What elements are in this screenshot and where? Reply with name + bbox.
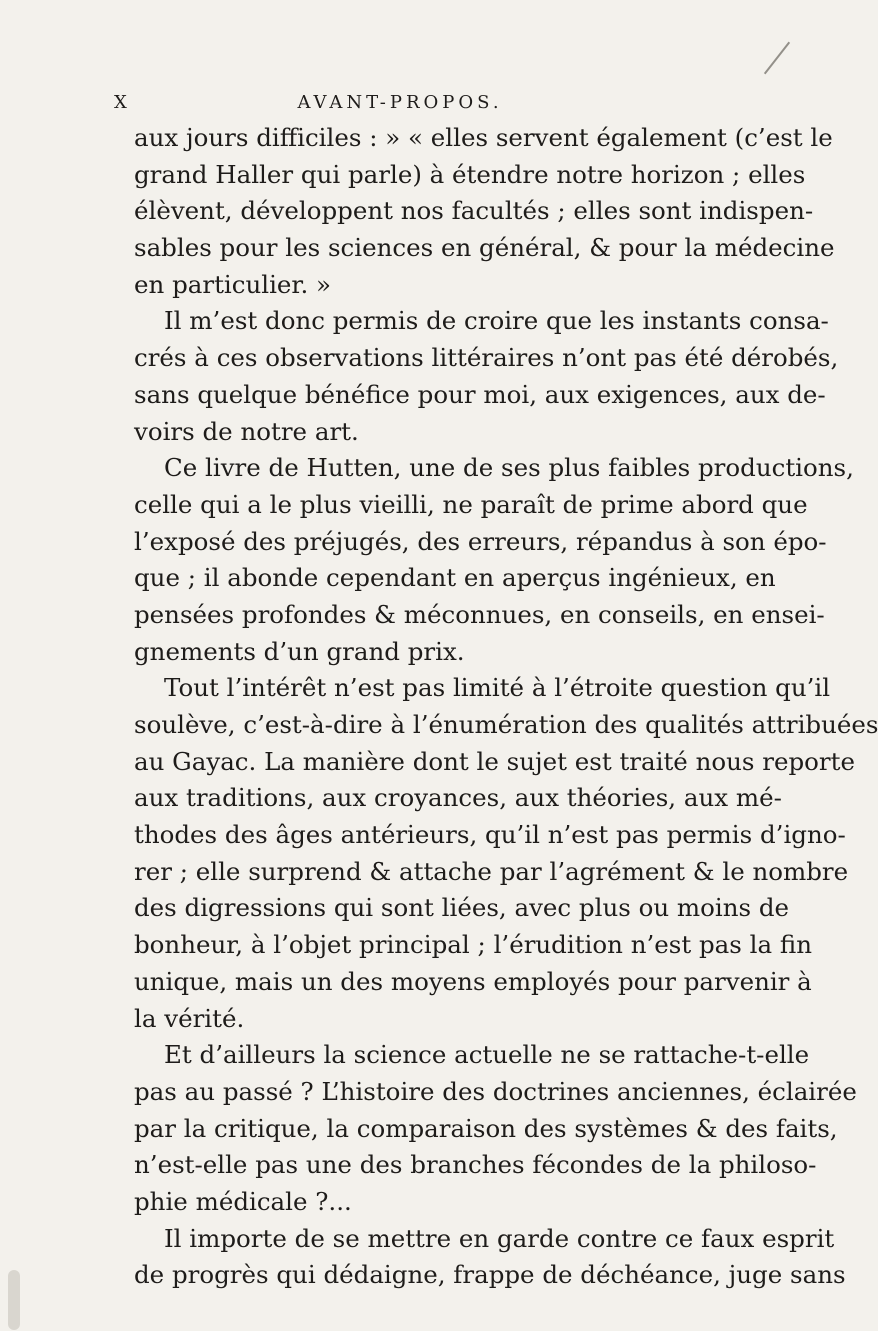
- text-line: thodes des âges antérieurs, qu’il n’est pas permis d’igno-: [134, 820, 846, 850]
- text-line: Tout l’intérêt n’est pas limité à l’étroite question qu’il: [164, 673, 831, 703]
- text-line: sans quelque bénéfice pour moi, aux exigences, aux de-: [134, 379, 826, 409]
- text-line: des digressions qui sont liées, avec plus ou moins de: [134, 893, 790, 923]
- page-edge-mark: [764, 42, 790, 75]
- text-line: rer ; elle surprend & attache par l’agrément & le nombre: [134, 856, 849, 886]
- margin-smudge: [8, 1270, 20, 1330]
- text-line: au Gayac. La manière dont le sujet est traité nous reporte: [134, 746, 855, 776]
- text-line: grand Haller qui parle) à étendre notre horizon ; elles: [134, 159, 806, 189]
- text-line: élèvent, développent nos facultés ; elles sont indispen-: [134, 196, 814, 226]
- text-line: celle qui a le plus vieilli, ne paraît de prime abord que: [134, 489, 808, 519]
- text-line: de progrès qui dédaigne, frappe de déchéance, juge sans: [134, 1260, 846, 1290]
- text-line: pensées profondes & méconnues, en conseils, en ensei-: [134, 599, 825, 629]
- text-line: Il m’est donc permis de croire que les instants consa-: [164, 306, 829, 336]
- running-title: AVANT-PROPOS.: [297, 92, 503, 113]
- text-line: la vérité.: [134, 1003, 245, 1033]
- text-line: n’est-elle pas une des branches fécondes de la philoso-: [134, 1150, 817, 1180]
- text-line: Il importe de se mettre en garde contre ce faux esprit: [164, 1223, 835, 1253]
- page-header: [0, 92, 800, 116]
- text-line: gnements d’un grand prix.: [134, 636, 465, 666]
- text-line: phie médicale ?...: [134, 1186, 352, 1216]
- text-line: Et d’ailleurs la science actuelle ne se rattache-t-elle: [164, 1040, 810, 1070]
- text-line: aux jours difficiles : » « elles servent également (c’est le: [134, 123, 833, 152]
- text-line: pas au passé ? L’histoire des doctrines anciennes, éclairée: [134, 1076, 857, 1106]
- text-line: aux traditions, aux croyances, aux théories, aux mé-: [134, 783, 782, 813]
- text-line: en particulier. »: [134, 269, 332, 299]
- text-line: unique, mais un des moyens employés pour parvenir à: [134, 966, 812, 996]
- body-text: [134, 120, 878, 1294]
- text-line: crés à ces observations littéraires n’ont pas été dérobés,: [134, 343, 839, 373]
- text-line: sables pour les sciences en général, & pour la médecine: [134, 233, 835, 263]
- text-line: l’exposé des préjugés, des erreurs, répandus à son épo-: [134, 526, 827, 556]
- text-line: voirs de notre art.: [134, 416, 359, 446]
- text-line: bonheur, à l’objet principal ; l’érudition n’est pas la fin: [134, 930, 812, 960]
- text-line: que ; il abonde cependant en aperçus ingénieux, en: [134, 563, 776, 593]
- text-line: par la critique, la comparaison des systèmes & des faits,: [134, 1113, 838, 1143]
- text-line: Ce livre de Hutten, une de ses plus faibles productions,: [164, 453, 854, 483]
- page-number: X: [114, 92, 131, 113]
- text-line: soulève, c’est-à-dire à l’énumération des qualités attribuées: [134, 710, 878, 739]
